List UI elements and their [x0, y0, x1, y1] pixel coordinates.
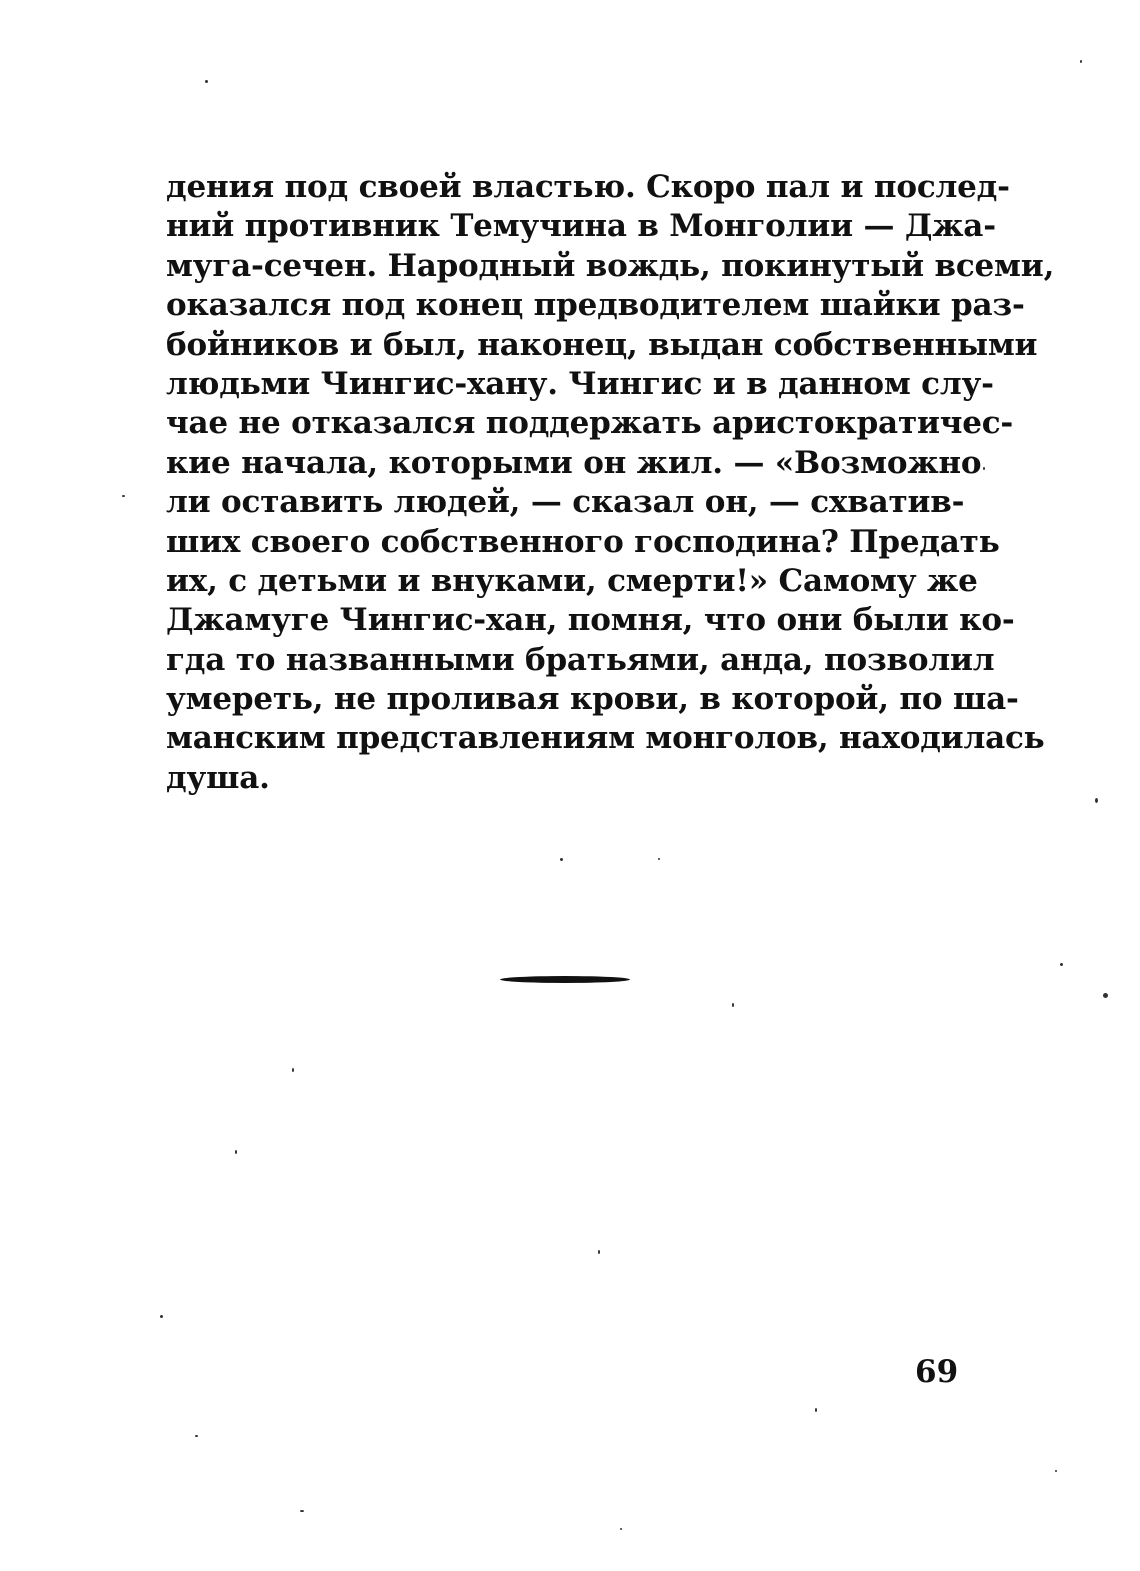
scan-speck — [195, 1435, 198, 1437]
text-line: дения под своей властью. Скоро пал и послед- — [166, 169, 1010, 205]
text-line: чае не отказался поддержать аристократичес- — [166, 405, 1014, 442]
text-line: умереть, не проливая крови, в которой, по ша- — [166, 681, 1019, 718]
scan-speck — [160, 1315, 163, 1318]
scan-speck — [1055, 1470, 1057, 1472]
text-line: их, с детьми и внуками, смерти!» Самому же — [166, 562, 978, 599]
scan-speck — [658, 858, 660, 860]
text-line: кие начала, которыми он жил. — «Возможно — [166, 444, 982, 481]
scan-speck — [1103, 993, 1108, 998]
scan-speck — [1080, 60, 1082, 63]
text-line: гда то названными братьями, анда, позволил — [166, 641, 995, 678]
page-number: 69 — [915, 1354, 959, 1390]
scan-speck — [815, 1408, 817, 1412]
scan-speck — [1060, 963, 1063, 966]
body-text — [166, 168, 1055, 798]
scan-speck — [300, 1510, 304, 1512]
scan-speck — [983, 467, 985, 470]
scan-speck — [122, 495, 125, 497]
scan-speck — [620, 1528, 622, 1530]
text-line: ли оставить людей, — сказал он, — схватив- — [166, 484, 965, 521]
text-line: Джамуге Чингис-хан, помня, что они были ко- — [166, 602, 1015, 639]
scan-speck — [205, 80, 208, 83]
text-line: оказался под конец предводителем шайки раз- — [166, 287, 1025, 324]
text-line: манским представлениям монголов, находилась — [166, 720, 1045, 757]
scan-speck — [732, 1003, 734, 1007]
scan-speck — [292, 1068, 294, 1072]
text-line: ших своего собственного господина? Предать — [166, 523, 1000, 560]
scan-speck — [560, 858, 563, 861]
text-line: ний противник Темучина в Монголии — Джа- — [166, 208, 996, 245]
text-line: душа. — [166, 759, 270, 796]
text-line: муга-сечен. Народный вождь, покинутый всеми, — [166, 247, 1055, 284]
scan-speck — [1095, 798, 1098, 803]
scan-speck — [598, 1250, 600, 1254]
scan-speck — [235, 1150, 237, 1154]
section-divider — [500, 976, 630, 983]
text-line: людьми Чингис-хану. Чингис и в данном слу- — [166, 365, 994, 402]
text-line: бойников и был, наконец, выдан собственными — [166, 326, 1038, 363]
